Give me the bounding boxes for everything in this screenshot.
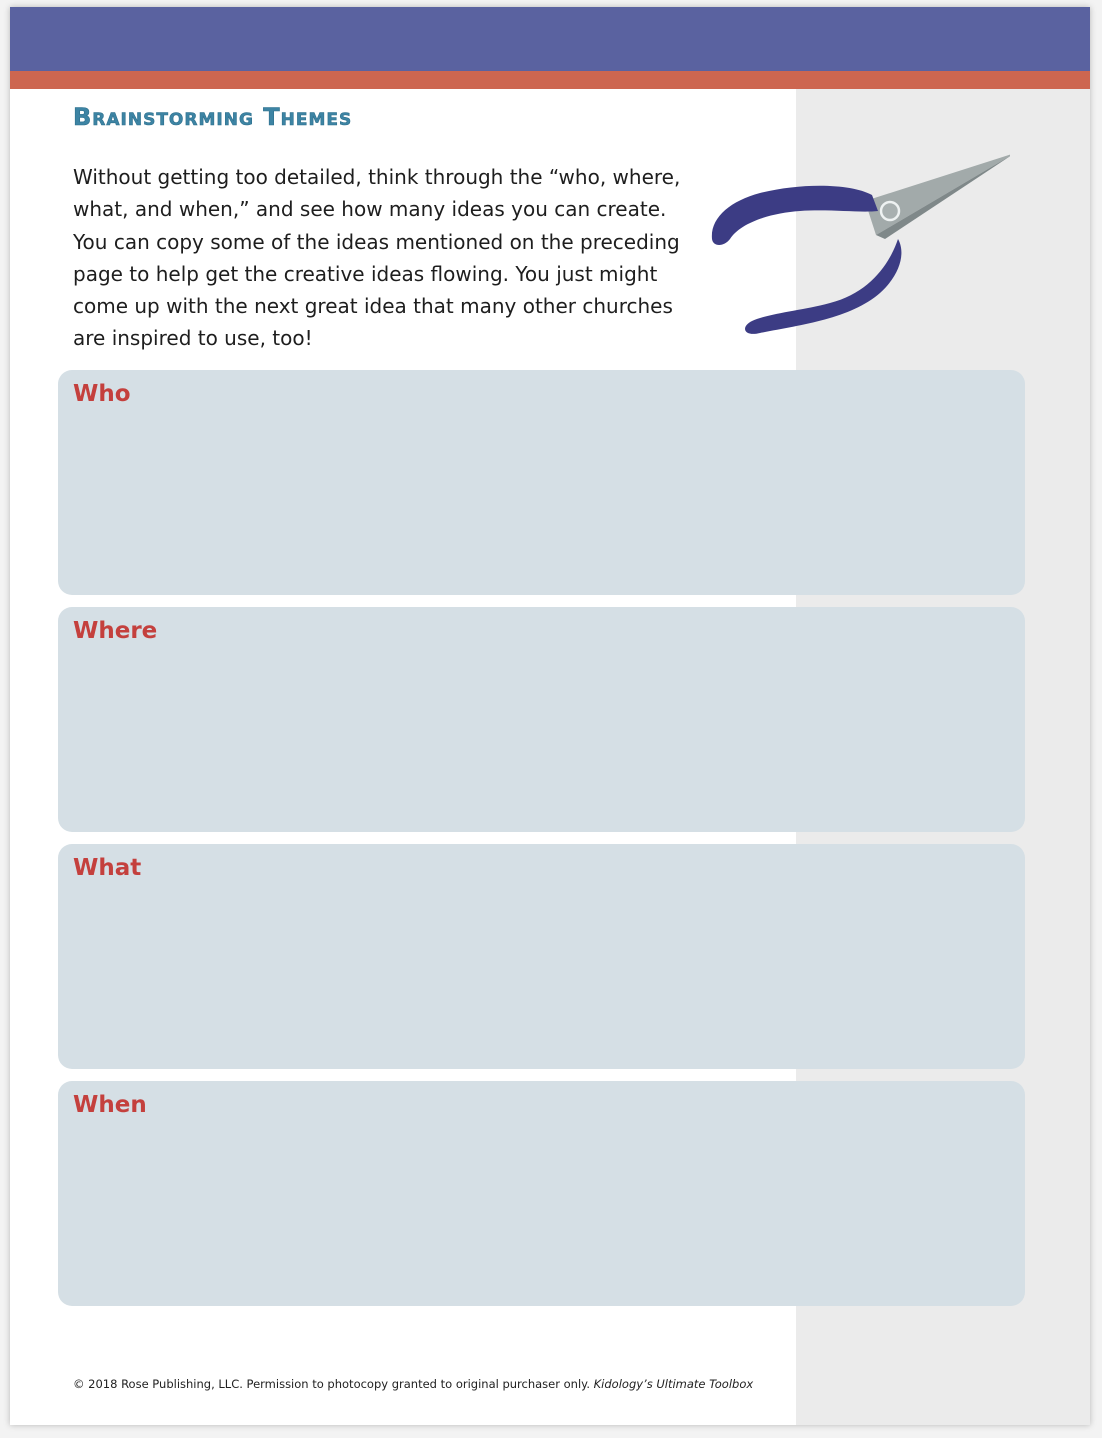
footer-copyright xyxy=(73,1377,753,1391)
who-label: Who xyxy=(73,381,131,407)
who-box[interactable] xyxy=(58,370,1025,595)
page-title: Brainstorming Themes xyxy=(73,103,353,131)
where-label: Where xyxy=(73,618,158,644)
worksheet-page xyxy=(10,7,1090,1425)
what-box[interactable] xyxy=(58,844,1025,1069)
book-title: Kidology’s Ultimate Toolbox xyxy=(593,1377,754,1391)
header-accent-stripe xyxy=(10,71,1090,89)
what-label: What xyxy=(73,855,142,881)
when-label: When xyxy=(73,1092,147,1118)
copyright-text: © 2018 Rose Publishing, LLC. Permission to photocopy granted to original purchaser only. xyxy=(73,1377,590,1391)
where-box[interactable] xyxy=(58,607,1025,832)
intro-paragraph: Without getting too detailed, think through the “who, where, what, and when,” and see how many ideas you can create. You can copy some of the ideas mentioned on the preceding page to help get the creative ideas flowing. You just might come up with the next great idea that many other churches are inspired to use, too! xyxy=(73,165,681,351)
header-band xyxy=(10,7,1090,71)
when-box[interactable] xyxy=(58,1081,1025,1306)
pliers-icon xyxy=(700,143,1010,339)
